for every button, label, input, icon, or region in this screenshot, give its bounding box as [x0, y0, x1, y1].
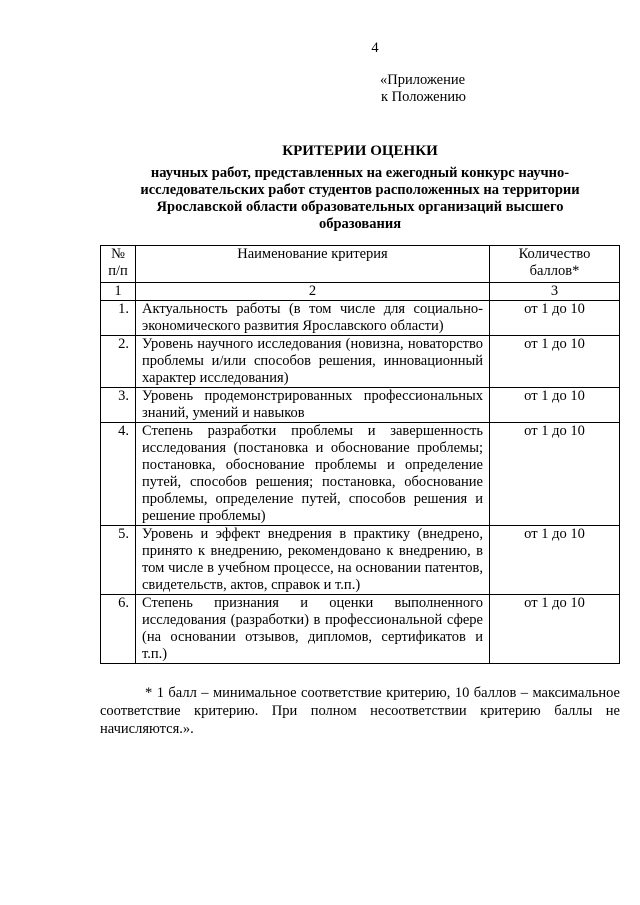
document-title [100, 143, 620, 233]
table-row [101, 595, 620, 664]
row-name: Уровень и эффект внедрения в практику (внедрено, принято к внедрению, рекомендовано к внедрению, в том числе в учебном процессе, на основании патентов, свидетельств, актов, справок и т.п.) [136, 526, 490, 595]
row-num: 2. [101, 336, 136, 388]
row-num: 6. [101, 595, 136, 664]
title-sub-4: образования [318, 216, 402, 232]
footnote [100, 684, 620, 738]
table-row [101, 301, 620, 336]
title-sub-2: исследовательских работ студентов расположенных на территории [140, 182, 580, 198]
row-num: 4. [101, 423, 136, 526]
footnote-text: * 1 балл – минимальное соответствие критерию, 10 баллов – максимальное соответствие критерию. При полном несоответствии критерию баллы не начисляются.». [100, 685, 620, 737]
page-number: 4 [371, 40, 379, 56]
header-num: № п/п [101, 246, 136, 283]
title-sub-1: научных работ, представленных на ежегодный конкурс научно- [150, 165, 570, 181]
row-name: Актуальность работы (в том числе для социально-экономического развития Ярославского области) [136, 301, 490, 336]
row-num: 3. [101, 388, 136, 423]
header-score: Количество баллов* [490, 246, 620, 283]
row-num: 1. [101, 301, 136, 336]
title-main: КРИТЕРИИ ОЦЕНКИ [282, 143, 438, 159]
row-score: от 1 до 10 [490, 595, 620, 664]
table-header-row [101, 246, 620, 283]
row-name: Уровень продемонстрированных профессиональных знаний, умений и навыков [136, 388, 490, 423]
index-cell: 1 [101, 283, 136, 301]
row-name: Степень признания и оценки выполненного исследования (разработки) в профессиональной сфере (на основании отзывов, дипломов, сертификатов и т.п.) [136, 595, 490, 664]
row-score: от 1 до 10 [490, 526, 620, 595]
criteria-table [100, 245, 620, 664]
table-row [101, 526, 620, 595]
index-cell: 2 [136, 283, 490, 301]
table-index-row [101, 283, 620, 301]
row-score: от 1 до 10 [490, 336, 620, 388]
appendix-line-1: «Приложение [380, 72, 466, 88]
row-name: Степень разработки проблемы и завершенность исследования (постановка и обоснование проблемы; постановка, обоснование проблемы и определение путей, способов решения; постановка, обоснование проблемы, определение путей, способов решения и решение проблемы) [136, 423, 490, 526]
row-score: от 1 до 10 [490, 423, 620, 526]
table-row [101, 336, 620, 388]
index-cell: 3 [490, 283, 620, 301]
appendix-line-2: к Положению [381, 89, 466, 105]
row-score: от 1 до 10 [490, 388, 620, 423]
table-row [101, 388, 620, 423]
header-name: Наименование критерия [136, 246, 490, 283]
row-name: Уровень научного исследования (новизна, новаторство проблемы и/или способов решения, инновационный характер исследования) [136, 336, 490, 388]
table-row [101, 423, 620, 526]
appendix-note [380, 72, 466, 106]
row-num: 5. [101, 526, 136, 595]
title-sub-3: Ярославской области образовательных организаций высшего [156, 199, 564, 215]
row-score: от 1 до 10 [490, 301, 620, 336]
